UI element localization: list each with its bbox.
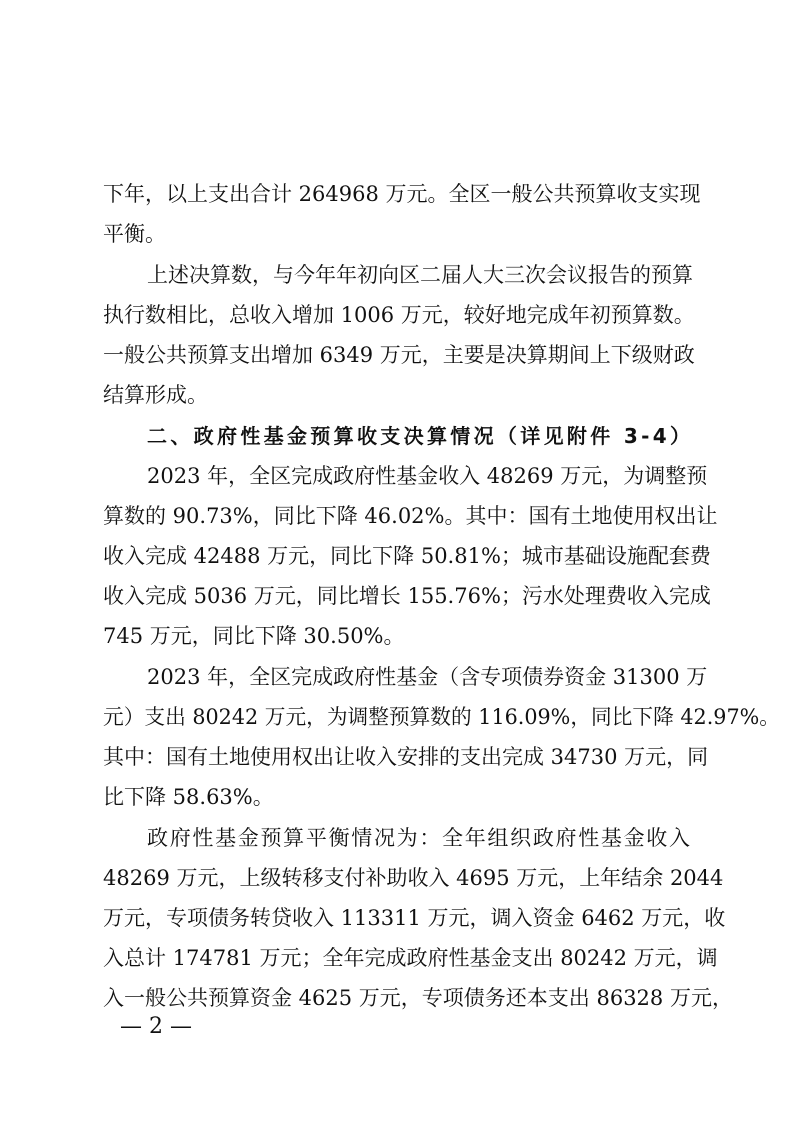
paragraph-line: 其中：国有土地使用权出让收入安排的支出完成 34730 万元，同 bbox=[103, 745, 709, 769]
paragraph-line: 收入完成 42488 万元，同比下降 50.81%；城市基础设施配套费 bbox=[103, 544, 711, 568]
paragraph-line: 下年，以上支出合计 264968 万元。全区一般公共预算收支实现 bbox=[103, 182, 701, 206]
paragraph-line: 算数的 90.73%，同比下降 46.02%。其中：国有土地使用权出让 bbox=[103, 504, 718, 528]
text-line bbox=[0, 959, 793, 1037]
paragraph-line: 2023 年，全区完成政府性基金收入 48269 万元，为调整预 bbox=[147, 464, 708, 488]
paragraph-line: 结算形成。 bbox=[103, 383, 208, 407]
paragraph-line: 745 万元，同比下降 30.50%。 bbox=[103, 624, 405, 648]
paragraph-line: 执行数相比，总收入增加 1006 万元，较好地完成年初预算数。 bbox=[103, 303, 695, 327]
paragraph-line: 比下降 58.63%。 bbox=[103, 785, 274, 809]
paragraph-line: 入一般公共预算资金 4625 万元，专项债务还本支出 86328 万元， bbox=[103, 986, 733, 1010]
paragraph-line: 平衡。 bbox=[103, 222, 166, 246]
paragraph-line: 收入完成 5036 万元，同比增长 155.76%；污水处理费收入完成 bbox=[103, 584, 711, 608]
paragraph-line: 一般公共预算支出增加 6349 万元，主要是决算期间上下级财政 bbox=[103, 343, 695, 367]
paragraph-line: 政府性基金预算平衡情况为：全年组织政府性基金收入 bbox=[147, 826, 692, 850]
section-heading: 二、政府性基金预算收支决算情况（详见附件 3-4） bbox=[147, 424, 694, 448]
paragraph-line: 上述决算数，与今年年初向区二届人大三次会议报告的预算 bbox=[147, 263, 693, 287]
page-number: — 2 — bbox=[120, 1014, 192, 1039]
paragraph-line: 48269 万元，上级转移支付补助收入 4695 万元，上年结余 2044 bbox=[103, 866, 724, 890]
paragraph-line: 万元，专项债务转贷收入 113311 万元，调入资金 6462 万元，收 bbox=[103, 906, 726, 930]
paragraph-line: 2023 年，全区完成政府性基金（含专项债券资金 31300 万 bbox=[147, 665, 708, 689]
paragraph-line: 入总计 174781 万元；全年完成政府性基金支出 80242 万元，调 bbox=[103, 946, 718, 970]
paragraph-line: 元）支出 80242 万元，为调整预算数的 116.09%，同比下降 42.97%。 bbox=[103, 705, 780, 729]
